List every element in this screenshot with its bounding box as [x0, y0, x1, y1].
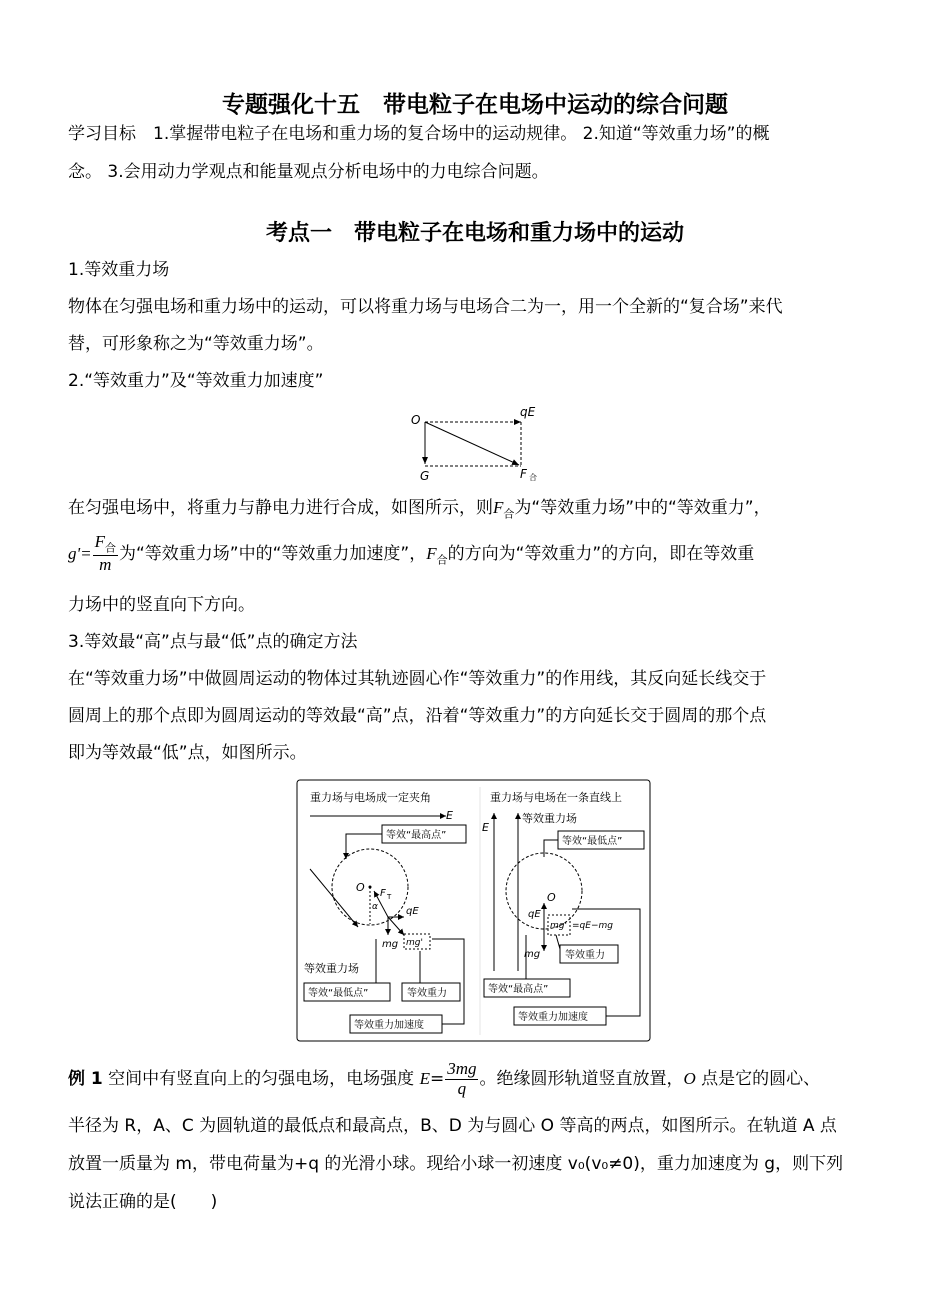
label-F: F — [520, 467, 527, 481]
force-diagram — [408, 402, 548, 486]
left-FT-sub: T — [387, 893, 392, 901]
goals-label: 学习目标 — [68, 124, 136, 144]
frac-den: m — [99, 554, 112, 574]
figure-border — [297, 780, 650, 1041]
example-label: 例 1 — [68, 1069, 103, 1089]
left-qE: qE — [406, 906, 419, 917]
right-field-label: 等效重力场 — [522, 812, 577, 825]
left-field-label: 等效重力场 — [304, 962, 359, 975]
example-frac-num: 3mg — [447, 1058, 477, 1078]
right-O: O — [547, 891, 556, 904]
p2b-post: 的方向为“等效重力”的方向，即在等效重 — [447, 544, 755, 564]
p2a-post: 为“等效重力场”中的“等效重力”， — [514, 498, 771, 518]
frac-num: F — [94, 532, 105, 552]
g-prime: g'= — [68, 544, 92, 563]
label-G: G — [420, 469, 430, 483]
left-box-gravity-text: 等效重力 — [407, 988, 447, 999]
right-E: E — [482, 821, 489, 834]
paragraph-1a: 物体在匀强电场和重力场中的运动，可以将重力场与电场合二为一，用一个全新的“复合场”来代 — [68, 297, 783, 317]
right-box-highest-text: 等效“最高点” — [488, 984, 549, 995]
label-F-sub: 合 — [529, 473, 537, 482]
example-t3: 点是它的圆心、 — [695, 1069, 821, 1089]
learning-goals-line1 — [68, 116, 882, 152]
paragraph-2c: 力场中的竖直向下方向。 — [68, 595, 255, 615]
example-line3: 放置一质量为 m，带电荷量为+q 的光滑小球。现给小球一初速度 v₀(v₀≠0)，重力加速度为 g，则下列 — [68, 1154, 844, 1174]
right-box-lowest-text: 等效“最低点” — [562, 836, 623, 847]
p2a-F: F — [493, 498, 504, 517]
learning-goals-line2: 念。 3.会用动力学观点和能量观点分析电场中的力电综合问题。 — [68, 162, 549, 182]
right-box-accel-text: 等效重力加速度 — [518, 1012, 588, 1023]
paragraph-3a: 在“等效重力场”中做圆周运动的物体过其轨迹圆心作“等效重力”的作用线，其反向延长线交于 — [68, 669, 767, 689]
page-title: 专题强化十五 带电粒子在电场中运动的综合问题 — [222, 92, 728, 118]
left-title: 重力场与电场成一定夹角 — [310, 791, 431, 804]
left-mg: mg — [382, 939, 399, 950]
p2b-mid: 为“等效重力场”中的“等效重力加速度”， — [119, 544, 427, 564]
example-t2: 。绝缘圆形轨道竖直放置， — [479, 1069, 684, 1089]
fraction-F-over-m — [93, 533, 118, 574]
p2a-sub: 合 — [503, 507, 515, 521]
left-box-accel-text: 等效重力加速度 — [354, 1020, 424, 1031]
paragraph-2b — [68, 530, 882, 584]
goals-text-1: 1.掌握带电粒子在电场和重力场的复合场中的运动规律。 2.知道“等效重力场”的概 — [153, 124, 770, 144]
left-FT: F — [380, 888, 386, 899]
frac-num-sub: 合 — [105, 541, 116, 555]
left-box-lowest-text: 等效“最低点” — [308, 988, 369, 999]
example-O: O — [683, 1069, 696, 1088]
left-E-label: E — [446, 809, 453, 822]
F-resultant-arrow — [425, 422, 519, 465]
example-fraction — [445, 1060, 478, 1098]
heading-2: 2.“等效重力”及“等效重力加速度” — [68, 371, 324, 391]
paragraph-1b: 替，可形象称之为“等效重力场”。 — [68, 334, 324, 354]
paragraph-2a — [68, 490, 882, 532]
left-alpha: α — [372, 902, 378, 912]
heading-1: 1.等效重力场 — [68, 260, 170, 280]
left-box-highest-text: 等效“最高点” — [386, 830, 447, 841]
example-t1: 空间中有竖直向上的匀强电场，电场强度 — [102, 1069, 420, 1089]
right-qE: qE — [528, 909, 541, 920]
p2a-pre: 在匀强电场中，将重力与静电力进行合成，如图所示，则 — [68, 498, 493, 518]
label-O: O — [411, 413, 421, 427]
left-O: O — [356, 881, 365, 894]
label-qE: qE — [520, 405, 536, 419]
example-eq: = — [429, 1069, 445, 1089]
paragraph-3c: 即为等效最“低”点，如图所示。 — [68, 743, 307, 763]
example-E: E — [419, 1069, 430, 1088]
right-mg: mg — [524, 949, 541, 960]
right-box-gravity-text: 等效重力 — [565, 950, 605, 961]
example-line2: 半径为 R，A、C 为圆轨道的最低点和最高点，B、D 为与圆心 O 等高的两点，如图所示。在轨道 A 点 — [68, 1116, 837, 1136]
paragraph-3b: 圆周上的那个点即为圆周运动的等效最“高”点，沿着“等效重力”的方向延长交于圆周的那个点 — [68, 706, 767, 726]
right-eq: =qE−mg — [572, 921, 613, 931]
left-mgp: mg' — [406, 938, 423, 948]
example-frac-den: q — [457, 1078, 467, 1098]
section-title: 考点一 带电粒子在电场和重力场中的运动 — [265, 221, 684, 246]
right-title: 重力场与电场在一条直线上 — [490, 791, 622, 804]
heading-3: 3.等效最“高”点与最“低”点的确定方法 — [68, 632, 358, 652]
equivalent-field-figure — [296, 779, 652, 1043]
example-line4: 说法正确的是( ) — [68, 1192, 218, 1212]
p2b-sub: 合 — [436, 553, 448, 567]
right-mgp: mg' — [550, 921, 567, 931]
example-line1 — [68, 1055, 882, 1103]
p2b-F: F — [426, 544, 437, 563]
